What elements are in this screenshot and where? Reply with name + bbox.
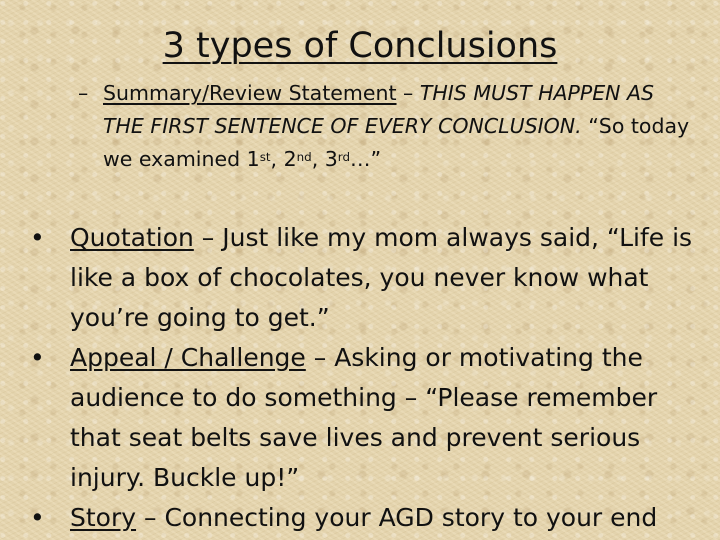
story-description: – Connecting your AGD story to your end	[136, 503, 658, 532]
summary-review-example-start: “So today we examined 1	[103, 114, 690, 171]
appeal-challenge-description: – Asking or motivating the audience to do something – “Please remember that seat belts save lives and prevent serious injury. Buckle up!”	[70, 343, 658, 492]
summary-review-separator: –	[396, 81, 420, 105]
appeal-challenge-heading: Appeal / Challenge	[70, 343, 306, 372]
bullet-icon: •	[30, 503, 45, 532]
list-item-story	[30, 498, 705, 538]
quotation-heading: Quotation	[70, 223, 194, 252]
summary-review-text	[103, 77, 693, 176]
conclusion-types-list	[30, 218, 705, 538]
slide-title	[0, 24, 720, 68]
summary-review-subitem	[78, 77, 693, 176]
summary-review-instruction: THIS MUST HAPPEN AS THE FIRST SENTENCE OF EVERY CONCLUSION.	[103, 81, 655, 138]
bullet-icon: •	[30, 343, 45, 372]
list-item-appeal-challenge	[30, 338, 705, 498]
summary-review-heading: Summary/Review Statement	[103, 81, 397, 105]
summary-review-example-end: …”	[349, 147, 382, 171]
slide-title-text: 3 types of Conclusions	[162, 26, 558, 66]
bullet-icon: •	[30, 223, 45, 252]
ordinal-nd: nd	[296, 149, 312, 164]
summary-review-example-third: , 3	[311, 147, 338, 171]
summary-review-example-second: , 2	[270, 147, 297, 171]
story-heading: Story	[70, 503, 137, 532]
subitem-dash: –	[78, 81, 89, 105]
ordinal-st: st	[259, 149, 271, 164]
quotation-description: – Just like my mom always said, “Life is like a box of chocolates, you never know what you’re going to get.”	[70, 223, 693, 332]
list-item-quotation	[30, 218, 705, 338]
ordinal-rd: rd	[337, 149, 350, 164]
